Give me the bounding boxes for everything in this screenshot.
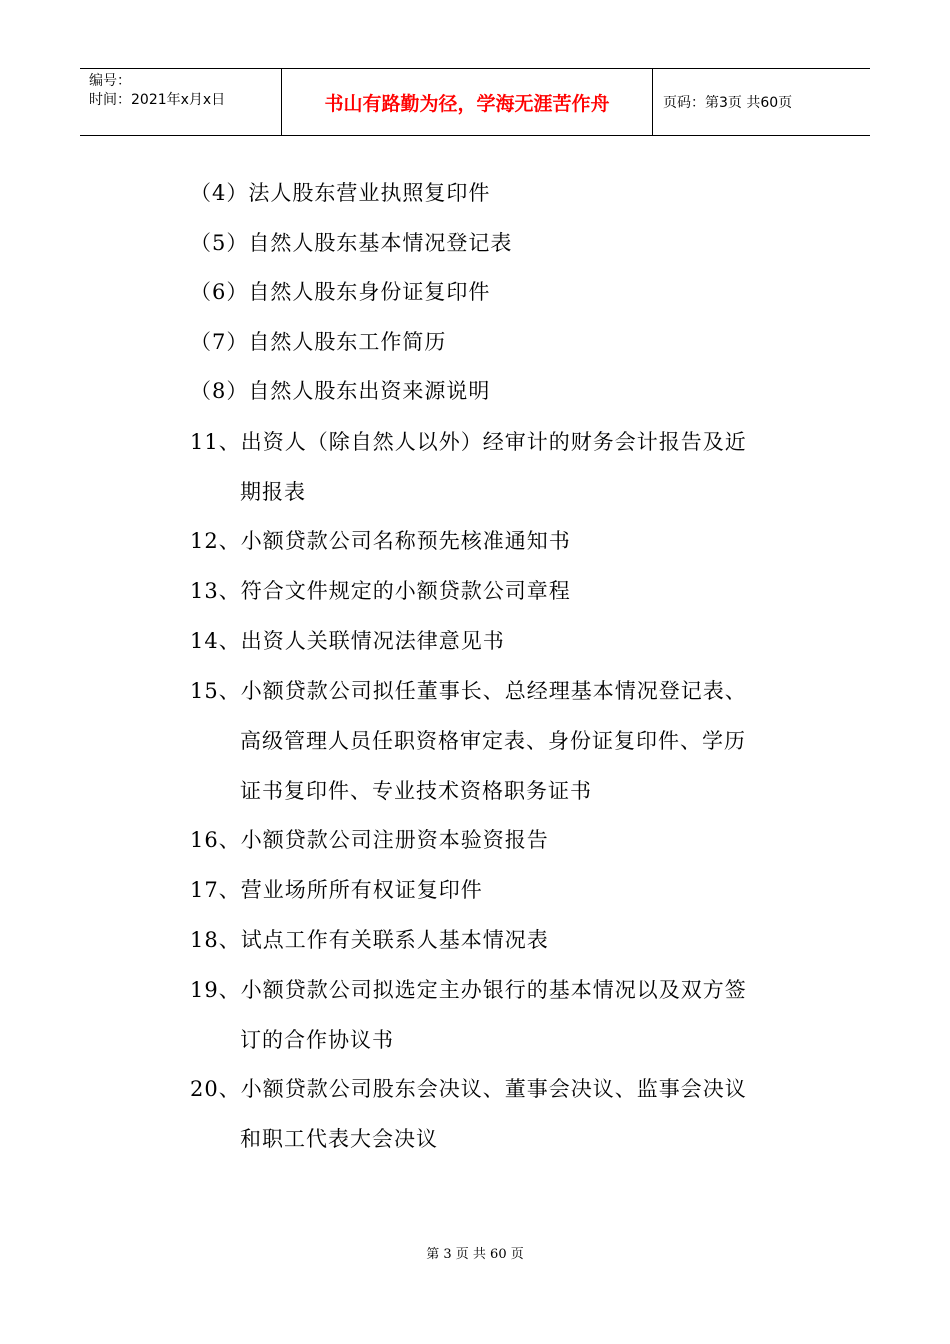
list-item: 17、营业场所所有权证复印件 [190, 878, 483, 902]
page-footer: 第 3 页 共 60 页 [426, 1247, 524, 1262]
list-item: （4）法人股东营业执照复印件 [190, 181, 491, 205]
header-page-info: 页码：第3页 共60页 [663, 95, 793, 111]
list-item: 15、小额贷款公司拟任董事长、总经理基本情况登记表、 [190, 679, 747, 703]
header-motto: 书山有路勤为径，学海无涯苦作舟 [282, 69, 653, 135]
list-item: 16、小额贷款公司注册资本验资报告 [190, 828, 549, 852]
header-meta [80, 69, 282, 135]
number-label: 编号： [89, 73, 131, 89]
list-item-continuation: 高级管理人员任职资格审定表、身份证复印件、学历 [240, 729, 746, 753]
list-item-continuation: 订的合作协议书 [240, 1028, 394, 1052]
list-item-continuation: 和职工代表大会决议 [240, 1127, 438, 1151]
list-item: 14、出资人关联情况法律意见书 [190, 629, 505, 653]
page-header [80, 68, 870, 136]
list-item-continuation: 期报表 [240, 480, 306, 504]
list-item: （8）自然人股东出资来源说明 [190, 379, 491, 403]
list-item: 12、小额贷款公司名称预先核准通知书 [190, 529, 571, 553]
time-label: 时间：2021年x月x日 [89, 92, 226, 108]
list-item: 19、小额贷款公司拟选定主办银行的基本情况以及双方签 [190, 978, 747, 1002]
list-item: 20、小额贷款公司股东会决议、董事会决议、监事会决议 [190, 1077, 747, 1101]
list-item: （7）自然人股东工作简历 [190, 330, 447, 354]
list-item: （5）自然人股东基本情况登记表 [190, 231, 513, 255]
list-item: 13、符合文件规定的小额贷款公司章程 [190, 579, 571, 603]
list-item: 18、试点工作有关联系人基本情况表 [190, 928, 549, 952]
list-item: （6）自然人股东身份证复印件 [190, 280, 491, 304]
list-item: 11、出资人（除自然人以外）经审计的财务会计报告及近 [190, 430, 747, 454]
list-item-continuation: 证书复印件、专业技术资格职务证书 [240, 779, 592, 803]
